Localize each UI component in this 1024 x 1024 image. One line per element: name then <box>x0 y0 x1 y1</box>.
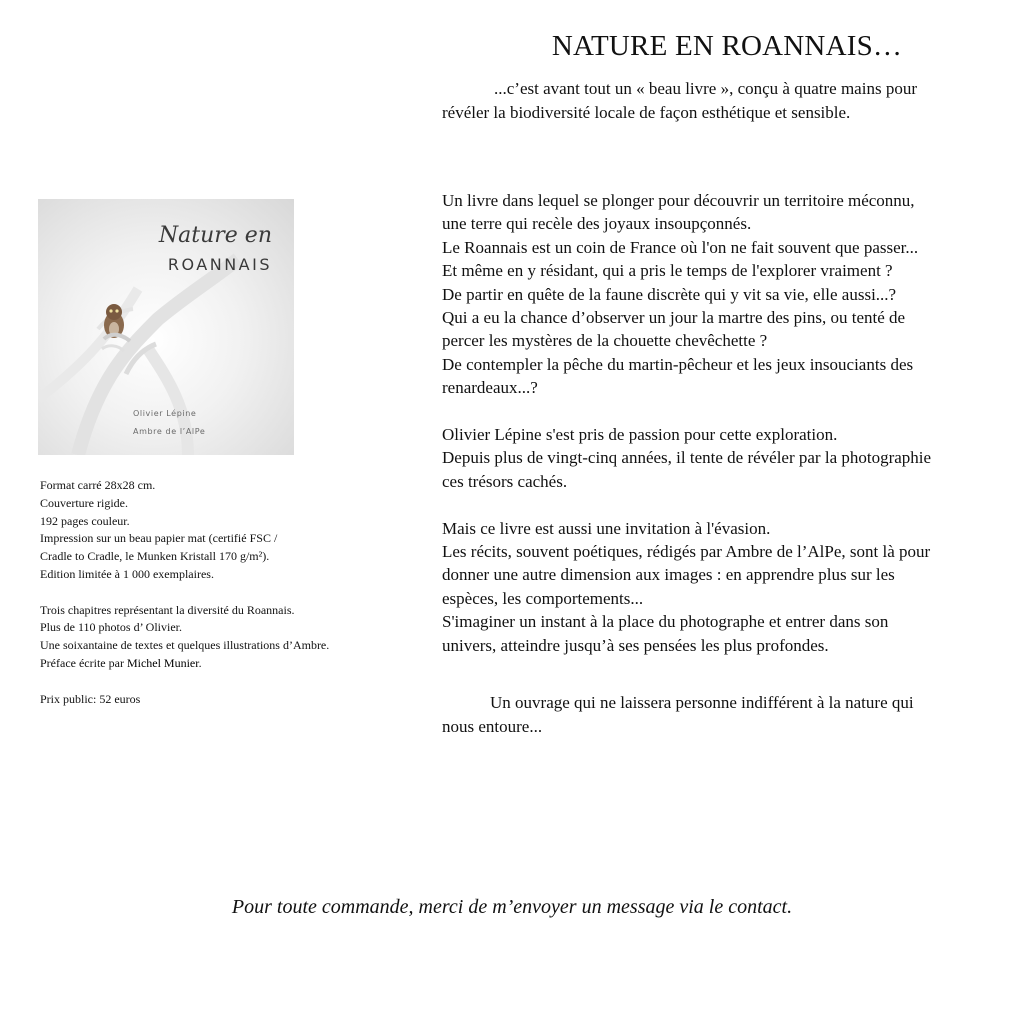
body-line: renardeaux...? <box>442 378 538 398</box>
preface-suffix: . <box>198 655 202 670</box>
body-line: espèces, les comportements... <box>442 588 644 608</box>
spec-line: Edition limitée à 1 000 exemplaires. <box>40 566 214 581</box>
description-body <box>442 189 1012 738</box>
spec-line: Couverture rigide. <box>40 495 128 510</box>
preface-prefix: Préface écrite par <box>40 655 127 670</box>
body-line: Et même en y résidant, qui a pris le temps de l'explorer vraiment ? <box>442 261 893 281</box>
body-line: ces trésors cachés. <box>442 471 568 491</box>
body-line: Un livre dans lequel se plonger pour découvrir un territoire méconnu, <box>442 191 915 210</box>
page-title: NATURE EN ROANNAIS… <box>551 30 903 62</box>
price: Prix public: 52 euros <box>40 691 141 706</box>
spec-line: Trois chapitres représentant la diversité du Roannais. <box>40 602 295 617</box>
book-cover-image <box>38 199 294 455</box>
intro-line: ...c’est avant tout un « beau livre », conçu à quatre mains pour <box>494 79 917 98</box>
body-line: une terre qui recèle des joyaux insoupçonnés. <box>442 214 752 234</box>
spec-line: Format carré 28x28 cm. <box>40 478 156 492</box>
order-call-to-action: Pour toute commande, merci de m’envoyer un message via le contact. <box>231 896 793 918</box>
body-line: Le Roannais est un coin de France où l'on ne fait souvent que passer... <box>442 237 919 257</box>
book-specifications <box>40 477 412 708</box>
cover-subtitle: ROANNAIS <box>167 255 272 274</box>
closing-line: Un ouvrage qui ne laissera personne indifférent à la nature qui <box>490 693 914 713</box>
body-line: De contempler la pêche du martin-pêcheur et les jeux insouciants des <box>442 354 914 374</box>
spec-line-preface <box>40 655 412 673</box>
body-line: Les récits, souvent poétiques, rédigés par Ambre de l’AlPe, sont là pour <box>442 542 931 562</box>
preface-author: Michel Munier <box>126 655 199 670</box>
body-line: percer les mystères de la chouette chevêchette ? <box>442 331 768 351</box>
spec-line: 192 pages couleur. <box>40 513 130 528</box>
body-line: De partir en quête de la faune discrète qui y vit sa vie, elle aussi...? <box>442 284 897 304</box>
intro-line: révéler la biodiversité locale de façon esthétique et sensible. <box>442 103 851 122</box>
cover-title: Nature en <box>158 223 272 248</box>
cover-author: Ambre de l’AlPe <box>133 427 206 436</box>
body-line: Depuis plus de vingt-cinq années, il tente de révéler par la photographie <box>442 448 932 468</box>
spec-line: Cradle to Cradle, le Munken Kristall 170 g/m²). <box>40 549 270 564</box>
closing-line: nous entoure... <box>442 716 543 736</box>
spec-line: Une soixantaine de textes et quelques illustrations d’Ambre. <box>40 638 330 653</box>
body-line: Mais ce livre est aussi une invitation à l'évasion. <box>442 518 771 538</box>
body-line: Olivier Lépine s'est pris de passion pour cette exploration. <box>442 425 838 445</box>
body-line: donner une autre dimension aux images : en apprendre plus sur les <box>442 565 895 585</box>
spec-line: Impression sur un beau papier mat (certifié FSC / <box>40 531 278 546</box>
body-line: univers, atteindre jusqu’à ses pensées les plus profondes. <box>442 635 829 655</box>
spec-line: Plus de 110 photos d’ Olivier. <box>40 620 182 635</box>
body-line: Qui a eu la chance d’observer un jour la martre des pins, ou tenté de <box>442 308 906 328</box>
body-line: S'imaginer un instant à la place du photographe et entrer dans son <box>442 612 889 632</box>
intro-text <box>442 77 1007 125</box>
cover-author: Olivier Lépine <box>133 409 197 418</box>
